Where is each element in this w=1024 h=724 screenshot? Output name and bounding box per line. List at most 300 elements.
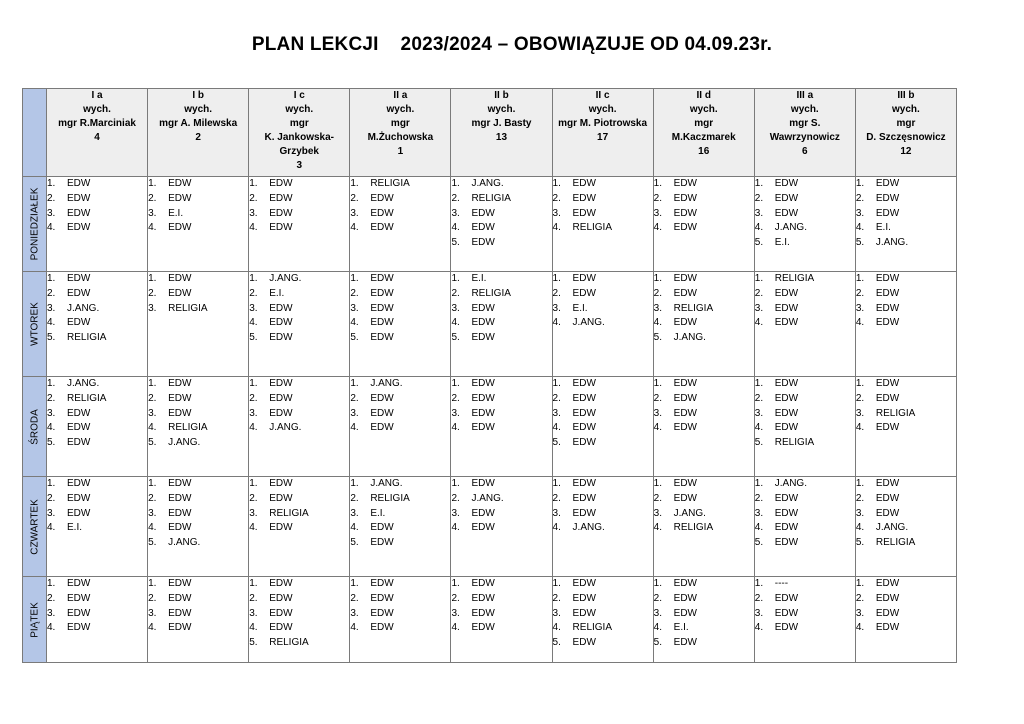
- lesson-subject: EDW: [370, 302, 394, 314]
- lesson-number: 2.: [855, 492, 865, 504]
- lesson-number: 1.: [653, 578, 662, 589]
- lesson-subject: EDW: [875, 492, 900, 504]
- lesson-number: 1.: [552, 378, 561, 389]
- lesson-subject: EDW: [370, 222, 394, 234]
- lesson-subject: EDW: [67, 422, 91, 434]
- lesson-item: [654, 592, 754, 607]
- lesson-subject: J.ANG.: [370, 478, 403, 489]
- lesson-number: 4.: [855, 622, 865, 634]
- lesson-subject: EDW: [875, 287, 900, 299]
- lesson-item: [47, 331, 147, 346]
- lesson-number: 2.: [855, 592, 865, 604]
- lesson-number: 2.: [855, 192, 865, 204]
- lesson-item: [654, 287, 754, 302]
- lesson-item: [47, 392, 147, 407]
- lesson-subject: J.ANG.: [572, 522, 605, 534]
- lesson-number: 4.: [350, 317, 359, 329]
- lesson-item: [451, 421, 551, 436]
- class-name: II d: [696, 90, 711, 101]
- schedule-cell: [249, 377, 350, 477]
- class-info-line: mgr: [694, 118, 714, 129]
- lesson-number: 2.: [552, 492, 561, 504]
- lesson-number: 2.: [249, 492, 258, 504]
- schedule-cell: [350, 177, 451, 272]
- lesson-number: 3.: [47, 207, 56, 219]
- lesson-subject: EDW: [572, 578, 596, 589]
- lesson-subject: EDW: [67, 592, 91, 604]
- lesson-item: [553, 636, 653, 651]
- lesson-item: [553, 577, 653, 592]
- lesson-item: [47, 177, 147, 192]
- lesson-item: [350, 207, 450, 222]
- lesson-subject: EDW: [774, 287, 799, 299]
- lesson-item: [249, 577, 349, 592]
- lesson-number: 4.: [552, 522, 561, 534]
- lesson-item: [755, 302, 855, 317]
- schedule-cell: [754, 177, 855, 272]
- lesson-item: [654, 302, 754, 317]
- lesson-item: [249, 207, 349, 222]
- lesson-number: 5.: [350, 537, 359, 549]
- lesson-subject: EDW: [673, 407, 697, 419]
- lesson-number: 5.: [653, 637, 662, 649]
- lesson-item: [249, 302, 349, 317]
- schedule-cell: [47, 377, 148, 477]
- day-name: ŚRODA: [29, 408, 40, 445]
- lesson-number: 3.: [350, 507, 359, 519]
- lesson-number: 2.: [754, 592, 764, 604]
- lesson-number: 1.: [249, 578, 258, 589]
- lesson-number: 2.: [148, 287, 157, 299]
- lesson-subject: EDW: [67, 492, 91, 504]
- lesson-subject: RELIGIA: [673, 522, 714, 534]
- lesson-item: [553, 221, 653, 236]
- lesson-item: [249, 492, 349, 507]
- lesson-item: [451, 577, 551, 592]
- lesson-subject: EDW: [269, 378, 293, 389]
- day-row: [23, 177, 957, 272]
- lesson-number: 1.: [855, 378, 865, 389]
- lesson-subject: EDW: [471, 478, 495, 489]
- lesson-item: [755, 607, 855, 622]
- lesson-item: [856, 607, 956, 622]
- lesson-number: 3.: [47, 302, 56, 314]
- day-row: [23, 577, 957, 663]
- lesson-number: 2.: [451, 392, 460, 404]
- lesson-item: [249, 377, 349, 392]
- lesson-item: [755, 221, 855, 236]
- lesson-number: 4.: [653, 522, 662, 534]
- lesson-number: 2.: [451, 192, 460, 204]
- lesson-item: [451, 302, 551, 317]
- lesson-number: 5.: [855, 237, 865, 249]
- lesson-number: 3.: [350, 607, 359, 619]
- lesson-item: [148, 192, 248, 207]
- lesson-item: [350, 331, 450, 346]
- lesson-number: 3.: [552, 302, 561, 314]
- lesson-subject: EDW: [471, 622, 495, 634]
- lesson-subject: EDW: [673, 478, 697, 489]
- schedule-cell: [855, 377, 956, 477]
- schedule-cell: [47, 477, 148, 577]
- lesson-number: 1.: [451, 478, 460, 489]
- lesson-item: [856, 392, 956, 407]
- lesson-subject: EDW: [269, 522, 293, 534]
- schedule-cell: [249, 177, 350, 272]
- lesson-subject: EDW: [875, 622, 900, 634]
- lesson-subject: EDW: [168, 478, 192, 489]
- lesson-number: 1.: [350, 478, 359, 489]
- lesson-number: 4.: [47, 317, 56, 329]
- lesson-item: [755, 392, 855, 407]
- class-info-line: D. Szczęsnowicz: [866, 132, 946, 143]
- lesson-subject: EDW: [774, 492, 799, 504]
- lesson-item: [553, 521, 653, 536]
- schedule-cell: [47, 272, 148, 377]
- lesson-item: [148, 221, 248, 236]
- lesson-number: 2.: [148, 492, 157, 504]
- class-name: I c: [293, 90, 305, 101]
- lesson-subject: EDW: [269, 332, 293, 344]
- lesson-number: 3.: [552, 607, 561, 619]
- lesson-number: 3.: [148, 407, 157, 419]
- lesson-subject: EDW: [269, 178, 293, 189]
- lesson-item: [856, 221, 956, 236]
- timetable: [22, 88, 957, 663]
- schedule-cell: [47, 177, 148, 272]
- lesson-subject: EDW: [67, 478, 91, 489]
- schedule-cell: [451, 272, 552, 377]
- lesson-item: [350, 421, 450, 436]
- lesson-number: 1.: [249, 273, 258, 284]
- lesson-subject: EDW: [67, 207, 91, 219]
- day-label-cell: [23, 272, 47, 377]
- class-header: [552, 89, 653, 177]
- schedule-cell: [350, 577, 451, 663]
- lesson-number: 2.: [350, 492, 359, 504]
- lesson-subject: E.I.: [168, 207, 184, 219]
- day-label-cell: [23, 377, 47, 477]
- lesson-number: 3.: [451, 302, 460, 314]
- lesson-number: 5.: [47, 332, 56, 344]
- lesson-item: [249, 272, 349, 287]
- lesson-number: 2.: [855, 287, 865, 299]
- lesson-item: [856, 521, 956, 536]
- lesson-number: 3.: [350, 207, 359, 219]
- lesson-number: 4.: [47, 422, 56, 434]
- schedule-cell: [653, 577, 754, 663]
- class-info-line: Wawrzynowicz: [769, 132, 840, 143]
- lesson-number: 3.: [47, 407, 56, 419]
- schedule-cell: [148, 272, 249, 377]
- lesson-number: 5.: [754, 237, 764, 249]
- lesson-number: 5.: [47, 437, 56, 449]
- class-info-line: M.Kaczmarek: [671, 132, 736, 143]
- lesson-item: [148, 492, 248, 507]
- lesson-item: [553, 607, 653, 622]
- lesson-subject: J.ANG.: [168, 537, 201, 549]
- lesson-item: [654, 621, 754, 636]
- class-info-line: mgr J. Basty: [471, 118, 532, 129]
- lesson-number: 3.: [754, 302, 764, 314]
- lesson-number: 4.: [552, 422, 561, 434]
- lesson-number: 4.: [249, 422, 258, 434]
- lesson-item: [553, 421, 653, 436]
- lesson-subject: EDW: [673, 578, 697, 589]
- class-info-line: 3: [296, 160, 303, 171]
- lesson-number: 2.: [552, 287, 561, 299]
- lesson-subject: EDW: [471, 392, 495, 404]
- lesson-item: [654, 177, 754, 192]
- lesson-item: [654, 407, 754, 422]
- lesson-subject: EDW: [67, 222, 91, 234]
- lesson-item: [755, 507, 855, 522]
- lesson-subject: EDW: [168, 287, 192, 299]
- lesson-item: [148, 272, 248, 287]
- class-header: [47, 89, 148, 177]
- lesson-number: 3.: [754, 607, 764, 619]
- lesson-subject: J.ANG.: [875, 522, 909, 534]
- lesson-number: 2.: [653, 287, 662, 299]
- lesson-item: [856, 536, 956, 551]
- class-info-line: wych.: [588, 104, 617, 115]
- lesson-item: [553, 192, 653, 207]
- lesson-item: [148, 621, 248, 636]
- lesson-subject: E.I.: [875, 222, 891, 234]
- lesson-subject: EDW: [370, 407, 394, 419]
- lesson-number: 4.: [451, 222, 460, 234]
- lesson-subject: EDW: [471, 207, 495, 219]
- lesson-subject: EDW: [673, 378, 697, 389]
- lesson-subject: EDW: [67, 437, 91, 449]
- lesson-number: 4.: [350, 422, 359, 434]
- lesson-subject: RELIGIA: [774, 273, 815, 284]
- lesson-item: [451, 492, 551, 507]
- lesson-subject: E.I.: [471, 273, 487, 284]
- lesson-item: [755, 207, 855, 222]
- schedule-cell: [350, 477, 451, 577]
- corner-cell: [23, 89, 47, 177]
- lesson-subject: EDW: [875, 592, 900, 604]
- class-info-line: wych.: [83, 104, 111, 115]
- lesson-item: [47, 207, 147, 222]
- class-info-line: wych.: [184, 104, 213, 115]
- lesson-subject: EDW: [471, 317, 495, 329]
- lesson-number: 4.: [552, 622, 561, 634]
- lesson-number: 3.: [552, 407, 561, 419]
- lesson-item: [553, 377, 653, 392]
- lesson-number: 1.: [653, 178, 662, 189]
- lesson-subject: EDW: [572, 378, 596, 389]
- lesson-subject: EDW: [168, 273, 192, 284]
- lesson-number: 3.: [451, 507, 460, 519]
- lesson-item: [249, 521, 349, 536]
- lesson-subject: EDW: [168, 507, 192, 519]
- lesson-item: [553, 302, 653, 317]
- class-info-line: 12: [900, 146, 912, 157]
- lesson-item: [47, 436, 147, 451]
- lesson-subject: J.ANG.: [471, 178, 504, 189]
- lesson-subject: EDW: [875, 302, 900, 314]
- lesson-item: [350, 287, 450, 302]
- lesson-number: 4.: [754, 317, 764, 329]
- lesson-subject: EDW: [471, 507, 495, 519]
- lesson-number: 3.: [148, 507, 157, 519]
- lesson-subject: EDW: [471, 578, 495, 589]
- day-row: [23, 377, 957, 477]
- lesson-subject: EDW: [370, 422, 394, 434]
- lesson-item: [654, 521, 754, 536]
- lesson-subject: EDW: [774, 207, 799, 219]
- lesson-subject: EDW: [471, 332, 495, 344]
- lesson-number: 1.: [249, 178, 258, 189]
- lesson-item: [249, 316, 349, 331]
- lesson-number: 2.: [754, 287, 764, 299]
- lesson-subject: EDW: [471, 592, 495, 604]
- lesson-number: 4.: [653, 222, 662, 234]
- lesson-subject: RELIGIA: [471, 287, 511, 299]
- lesson-number: 4.: [754, 222, 764, 234]
- lesson-item: [350, 407, 450, 422]
- lesson-number: 2.: [451, 492, 460, 504]
- schedule-cell: [653, 177, 754, 272]
- day-label-cell: [23, 477, 47, 577]
- class-info-line: 1: [397, 146, 404, 157]
- lesson-item: [553, 287, 653, 302]
- lesson-item: [350, 477, 450, 492]
- lesson-item: [755, 521, 855, 536]
- lesson-number: 3.: [249, 607, 258, 619]
- class-header: [451, 89, 552, 177]
- lesson-number: 2.: [451, 287, 460, 299]
- lesson-item: [148, 477, 248, 492]
- lesson-subject: J.ANG.: [67, 378, 100, 389]
- lesson-item: [350, 392, 450, 407]
- lesson-item: [249, 287, 349, 302]
- class-info-line: mgr: [896, 118, 916, 129]
- lesson-number: 4.: [350, 522, 359, 534]
- schedule-cell: [249, 577, 350, 663]
- schedule-cell: [350, 377, 451, 477]
- class-info-line: 17: [597, 132, 609, 143]
- lesson-number: 3.: [451, 407, 460, 419]
- lesson-item: [148, 392, 248, 407]
- lesson-subject: EDW: [875, 273, 900, 284]
- lesson-item: [654, 607, 754, 622]
- class-info-line: wych.: [487, 104, 516, 115]
- lesson-subject: EDW: [572, 422, 596, 434]
- lesson-subject: EDW: [673, 178, 697, 189]
- schedule-cell: [451, 177, 552, 272]
- lesson-item: [148, 407, 248, 422]
- lesson-subject: EDW: [67, 287, 91, 299]
- lesson-number: 1.: [552, 578, 561, 589]
- lesson-item: [350, 536, 450, 551]
- lesson-subject: EDW: [269, 607, 293, 619]
- lesson-item: [755, 236, 855, 251]
- lesson-number: 3.: [855, 507, 865, 519]
- lesson-item: [148, 436, 248, 451]
- lesson-subject: EDW: [471, 422, 495, 434]
- lesson-number: 1.: [552, 273, 561, 284]
- lesson-item: [856, 621, 956, 636]
- day-name: PONIEDZIAŁEK: [29, 187, 40, 261]
- lesson-item: [654, 331, 754, 346]
- lesson-item: [856, 236, 956, 251]
- lesson-number: 4.: [249, 522, 258, 534]
- lesson-subject: EDW: [673, 592, 697, 604]
- lesson-item: [856, 507, 956, 522]
- lesson-number: 3.: [47, 507, 56, 519]
- lesson-subject: EDW: [471, 407, 495, 419]
- lesson-number: 1.: [451, 178, 460, 189]
- lesson-subject: EDW: [774, 302, 799, 314]
- lesson-subject: EDW: [673, 192, 697, 204]
- lesson-number: 1.: [47, 178, 56, 189]
- lesson-number: 3.: [350, 407, 359, 419]
- schedule-cell: [451, 377, 552, 477]
- class-name: II c: [595, 90, 610, 101]
- lesson-item: [47, 607, 147, 622]
- day-label-cell: [23, 177, 47, 272]
- lesson-number: 1.: [754, 273, 764, 284]
- schedule-cell: [148, 577, 249, 663]
- class-info-line: 4: [94, 132, 100, 143]
- lesson-number: 5.: [451, 237, 460, 249]
- lesson-item: [249, 192, 349, 207]
- lesson-subject: EDW: [67, 622, 91, 634]
- lesson-number: 1.: [148, 378, 157, 389]
- lesson-item: [755, 377, 855, 392]
- lesson-subject: EDW: [572, 592, 596, 604]
- lesson-item: [47, 302, 147, 317]
- lesson-number: 2.: [47, 392, 56, 404]
- lesson-subject: EDW: [370, 287, 394, 299]
- lesson-item: [755, 192, 855, 207]
- lesson-subject: EDW: [370, 273, 394, 284]
- schedule-cell: [249, 477, 350, 577]
- lesson-subject: J.ANG.: [673, 507, 706, 519]
- lesson-item: [856, 592, 956, 607]
- lesson-item: [47, 287, 147, 302]
- lesson-number: 1.: [754, 578, 764, 589]
- schedule-cell: [350, 272, 451, 377]
- lesson-subject: RELIGIA: [875, 537, 916, 549]
- class-name: III a: [796, 90, 814, 101]
- lesson-item: [856, 316, 956, 331]
- lesson-subject: EDW: [67, 407, 91, 419]
- lesson-subject: EDW: [774, 407, 799, 419]
- lesson-number: 3.: [148, 302, 157, 314]
- lesson-item: [451, 287, 551, 302]
- lesson-item: [451, 607, 551, 622]
- lesson-item: [553, 316, 653, 331]
- lesson-item: [755, 421, 855, 436]
- lesson-number: 4.: [855, 317, 865, 329]
- lesson-subject: E.I.: [673, 622, 689, 634]
- lesson-number: 2.: [552, 192, 561, 204]
- lesson-number: 1.: [148, 273, 157, 284]
- lesson-item: [148, 521, 248, 536]
- lesson-number: 1.: [47, 378, 56, 389]
- timetable-body: [23, 89, 957, 663]
- lesson-number: 3.: [855, 407, 865, 419]
- lesson-item: [451, 192, 551, 207]
- lesson-item: [47, 577, 147, 592]
- lesson-number: 2.: [249, 592, 258, 604]
- day-name: PIĄTEK: [29, 601, 40, 638]
- lesson-item: [350, 592, 450, 607]
